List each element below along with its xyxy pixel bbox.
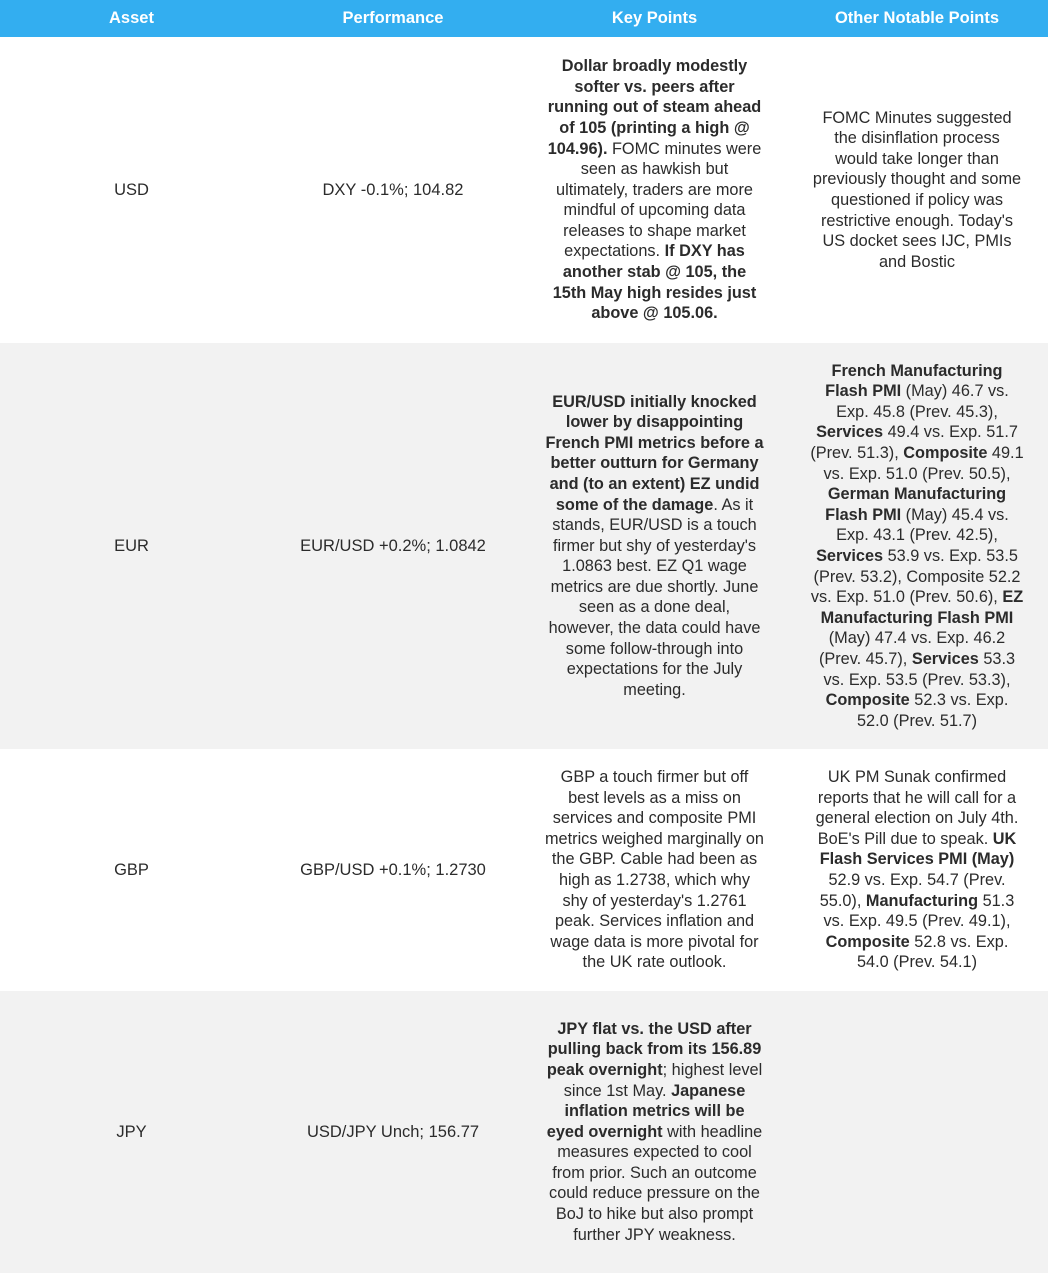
bold-text-run: UK Flash Services PMI (May)	[819, 829, 1017, 869]
asset-cell: EUR	[0, 343, 263, 749]
text-run: (May) 45.4 vs. Exp. 43.1 (Prev. 42.5),	[836, 505, 1009, 545]
performance-cell: EUR/USD +0.2%; 1.0842	[263, 343, 523, 749]
header-key-points: Key Points	[523, 0, 786, 37]
text-run: FOMC Minutes suggested the disinflation process would take longer than previously thought and some questioned if policy was restrictive enough. Today's US docket sees IJC, PMIs and Bostic	[812, 108, 1022, 271]
other-points-cell	[786, 37, 1048, 343]
text-run: 52.3 vs. Exp. 52.0 (Prev. 51.7)	[856, 691, 1009, 730]
text-run: . As it stands, EUR/USD is a touch firmer but shy of yesterday's 1.0863 best. EZ Q1 wage metrics are due shortly. June seen as a done deal, however, the data could have some follow-through into expectations for the July meeting.	[548, 495, 761, 699]
header-performance: Performance	[263, 0, 523, 37]
bold-text-run: Dollar broadly modestly softer vs. peers after running out of steam ahead of 105 (printing a high @ 104.96).	[547, 57, 762, 158]
table-row-gbp	[0, 749, 1048, 991]
text-run: 53.3 vs. Exp. 53.5 (Prev. 53.3),	[823, 649, 1016, 689]
performance-cell: DXY -0.1%; 104.82	[322, 180, 464, 199]
other-points-cell	[786, 749, 1048, 991]
table-row-jpy	[0, 991, 1048, 1273]
bold-text-run: Services	[911, 649, 979, 668]
text-run: (May) 46.7 vs. Exp. 45.8 (Prev. 45.3),	[836, 382, 1009, 421]
bold-text-run: Services	[816, 547, 884, 565]
header-asset: Asset	[0, 0, 263, 37]
bold-text-run: Japanese inflation metrics will be eyed overnight	[546, 1081, 746, 1141]
asset-cell: JPY	[0, 991, 263, 1273]
text-run: 53.9 vs. Exp. 53.5 (Prev. 53.2), Composite 52.2 vs. Exp. 51.0 (Prev. 50.6),	[810, 547, 1021, 607]
bold-text-run: If DXY has another stab @ 105, the 15th May high resides just above @ 105.06.	[552, 242, 757, 323]
text-run: 51.3 vs. Exp. 49.5 (Prev. 49.1),	[823, 891, 1015, 931]
header-row	[0, 0, 1048, 37]
bold-text-run: Composite	[825, 691, 910, 710]
key-points-cell	[523, 749, 786, 991]
key-points-cell	[523, 991, 786, 1273]
header-other-points: Other Notable Points	[786, 0, 1048, 37]
bold-text-run: Composite	[825, 932, 910, 951]
performance-cell: GBP/USD +0.1%; 1.2730	[300, 860, 486, 879]
bold-text-run: Services	[816, 423, 884, 442]
text-run: FOMC minutes were seen as hawkish but ultimately, traders are more mindful of upcoming data releases to shape market expectations.	[556, 139, 762, 261]
table-row-eur	[0, 343, 1048, 749]
bold-text-run: French Manufacturing Flash PMI	[825, 361, 1003, 401]
bold-text-run: EZ Manufacturing Flash PMI	[820, 588, 1024, 627]
asset-cell: USD	[114, 180, 149, 199]
text-run: 49.1 vs. Exp. 51.0 (Prev. 50.5),	[823, 444, 1024, 483]
bold-text-run: Composite	[903, 444, 988, 463]
text-run: ; highest level since 1st May.	[563, 1060, 763, 1100]
text-run: 52.8 vs. Exp. 54.0 (Prev. 54.1)	[856, 932, 1009, 972]
table-row-usd	[0, 37, 1048, 343]
text-run: 52.9 vs. Exp. 54.7 (Prev. 55.0),	[819, 871, 1006, 910]
text-run: UK PM Sunak confirmed reports that he will call for a general election on July 4th. BoE's Pill due to speak.	[815, 768, 1019, 848]
text-run: (May) 47.4 vs. Exp. 46.2 (Prev. 45.7),	[818, 629, 1006, 668]
bold-text-run: JPY flat vs. the USD after pulling back from its 156.89 peak overnight	[546, 1019, 762, 1079]
key-points-cell	[523, 37, 786, 343]
text-run: 49.4 vs. Exp. 51.7 (Prev. 51.3),	[810, 423, 1018, 463]
text-run: GBP a touch firmer but off best levels as a miss on services and composite PMI metrics weighed marginally on the GBP. Cable had been as high as 1.2738, which why shy of yesterday's 1.2761 peak. Services inflation and wage data is more pivotal for the UK rate outlook.	[545, 768, 764, 972]
other-points-cell	[786, 991, 1048, 1273]
asset-cell: GBP	[114, 860, 149, 879]
bold-text-run: EUR/USD initially knocked lower by disappointing French PMI metrics before a better outturn for Germany and (to an extent) EZ undid some of the damage	[545, 392, 764, 514]
bold-text-run: Manufacturing	[865, 891, 979, 910]
performance-cell: USD/JPY Unch; 156.77	[263, 991, 523, 1273]
other-points-cell	[786, 343, 1048, 749]
bold-text-run: German Manufacturing Flash PMI	[825, 485, 1007, 524]
text-run: with headline measures expected to cool from prior. Such an outcome could reduce pressure on the BoJ to hike but also prompt further JPY weakness.	[549, 1122, 763, 1244]
key-points-cell	[523, 343, 786, 749]
